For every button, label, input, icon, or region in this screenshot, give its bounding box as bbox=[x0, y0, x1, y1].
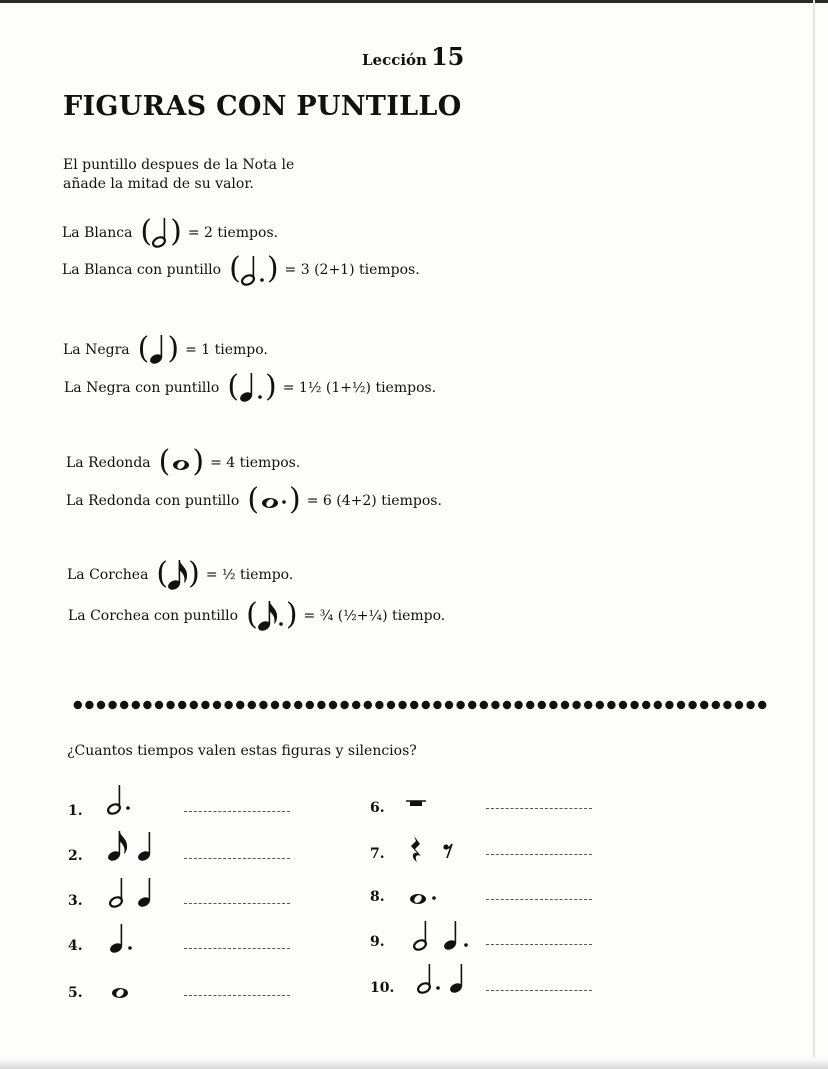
separator-dot bbox=[607, 701, 615, 709]
separator-dot bbox=[410, 701, 418, 709]
figure-value: = 6 (4+2) tiempos. bbox=[306, 493, 442, 509]
separator-dot bbox=[155, 701, 163, 709]
exercise-number-9: 9. bbox=[370, 934, 385, 950]
answer-line-3[interactable] bbox=[184, 903, 290, 904]
figure-value: = ½ tiempo. bbox=[205, 567, 294, 583]
separator-dot bbox=[480, 701, 488, 709]
separator-dot bbox=[712, 701, 720, 709]
close-paren: ) bbox=[167, 331, 180, 366]
figure-row-negra bbox=[63, 331, 268, 366]
intro-line-1: El puntillo despues de la Nota le bbox=[63, 157, 295, 173]
figure-label: La Negra bbox=[63, 342, 130, 358]
figure-value: = 1½ (1+½) tiempos. bbox=[282, 380, 437, 396]
separator-dot bbox=[665, 701, 673, 709]
separator-dot bbox=[294, 701, 302, 709]
separator-dot bbox=[526, 701, 534, 709]
exercise-number-3: 3. bbox=[68, 893, 83, 909]
separator-dot bbox=[572, 701, 580, 709]
half-note-icon bbox=[152, 217, 170, 249]
whole-rest-icon bbox=[404, 796, 434, 816]
open-paren: ( bbox=[137, 331, 150, 366]
exercise-number-1: 1. bbox=[68, 803, 83, 819]
exercise-number-2: 2. bbox=[68, 848, 83, 864]
separator-dot bbox=[329, 701, 337, 709]
separator-dot bbox=[491, 701, 499, 709]
figure-value: = 4 tiempos. bbox=[210, 455, 301, 471]
separator-dot bbox=[317, 701, 325, 709]
separator-dot bbox=[259, 701, 267, 709]
separator-dot bbox=[561, 701, 569, 709]
close-paren: ) bbox=[265, 369, 277, 404]
open-paren: ( bbox=[247, 482, 260, 517]
open-paren: ( bbox=[246, 597, 258, 632]
open-paren: ( bbox=[158, 444, 171, 479]
separator-dot bbox=[236, 701, 244, 709]
open-paren: ( bbox=[229, 251, 241, 286]
separator-dot bbox=[213, 701, 221, 709]
answer-line-8[interactable] bbox=[486, 899, 592, 900]
close-paren: ) bbox=[192, 444, 205, 479]
figure-value: = ¾ (½+¼) tiempo. bbox=[303, 608, 446, 624]
close-paren: ) bbox=[266, 251, 279, 286]
separator-dot bbox=[456, 701, 464, 709]
separator-dot bbox=[468, 701, 476, 709]
separator-dot bbox=[619, 701, 627, 709]
figure-row-blanca bbox=[62, 214, 279, 249]
dotted-quarter-note-icon bbox=[104, 917, 144, 957]
eighth-note-icon bbox=[168, 559, 188, 591]
separator-dot bbox=[735, 701, 743, 709]
figure-row-redonda bbox=[66, 444, 301, 479]
separator-dot bbox=[282, 701, 290, 709]
separator-dot bbox=[503, 701, 511, 709]
top-border bbox=[0, 0, 828, 3]
exercise-number-6: 6. bbox=[370, 800, 385, 816]
half-dotted-quarter-notes-icon bbox=[404, 914, 484, 954]
figure-label: La Blanca con puntillo bbox=[62, 262, 222, 278]
close-paren: ) bbox=[170, 214, 182, 249]
dotted-whole-note-icon bbox=[404, 884, 444, 914]
open-paren: ( bbox=[227, 369, 240, 404]
answer-line-4[interactable] bbox=[184, 948, 290, 949]
figure-row-redonda-puntillo bbox=[66, 482, 442, 517]
whole-note-icon bbox=[170, 447, 192, 479]
separator-dot bbox=[549, 701, 557, 709]
separator-dot bbox=[364, 701, 372, 709]
separator-dot bbox=[538, 701, 546, 709]
separator-dot bbox=[166, 701, 174, 709]
dotted-eighth-note-icon bbox=[258, 600, 286, 632]
intro-line-2: añade la mitad de su valor. bbox=[63, 176, 254, 192]
separator-dot bbox=[352, 701, 360, 709]
separator-dot bbox=[120, 701, 128, 709]
half-quarter-notes-icon bbox=[104, 872, 164, 912]
separator-dot bbox=[201, 701, 209, 709]
separator-dot bbox=[398, 701, 406, 709]
separator-dot bbox=[387, 701, 395, 709]
open-paren: ( bbox=[156, 556, 169, 591]
exercise-question: ¿Cuantos tiempos valen estas figuras y silencios? bbox=[67, 743, 417, 759]
exercise-number-4: 4. bbox=[68, 938, 83, 954]
dotted-half-quarter-notes-icon bbox=[404, 958, 474, 998]
intro-text bbox=[63, 156, 294, 194]
bottom-border bbox=[0, 1058, 828, 1069]
separator-dot bbox=[375, 701, 383, 709]
separator-dot bbox=[514, 701, 522, 709]
separator-dot bbox=[132, 701, 140, 709]
close-paren: ) bbox=[289, 482, 301, 517]
exercise-number-8: 8. bbox=[370, 889, 385, 905]
separator-dot bbox=[224, 701, 232, 709]
separator-dot bbox=[758, 701, 766, 709]
dotted-half-note-icon bbox=[104, 778, 144, 818]
open-paren: ( bbox=[140, 214, 153, 249]
figure-label: La Blanca bbox=[62, 225, 133, 241]
separator-dot bbox=[271, 701, 279, 709]
page-title: FIGURAS CON PUNTILLO bbox=[63, 91, 462, 122]
figure-label: La Negra con puntillo bbox=[64, 380, 220, 396]
separator-dot bbox=[445, 701, 453, 709]
separator-dot bbox=[584, 701, 592, 709]
lesson-header bbox=[362, 42, 464, 71]
separator-dot bbox=[340, 701, 348, 709]
answer-line-9[interactable] bbox=[486, 944, 592, 945]
separator-dot bbox=[746, 701, 754, 709]
dotted-quarter-note-icon bbox=[239, 372, 265, 404]
figure-label: La Corchea con puntillo bbox=[68, 608, 239, 624]
separator-dot bbox=[190, 701, 198, 709]
figure-label: La Redonda con puntillo bbox=[66, 493, 240, 509]
figure-value: = 1 tiempo. bbox=[185, 342, 268, 358]
figure-value: = 3 (2+1) tiempos. bbox=[284, 262, 420, 278]
separator-dot bbox=[85, 701, 93, 709]
answer-line-6[interactable] bbox=[486, 808, 592, 809]
separator-dot bbox=[74, 701, 82, 709]
figure-label: La Corchea bbox=[67, 567, 149, 583]
eighth-quarter-notes-icon bbox=[104, 826, 164, 866]
close-paren: ) bbox=[188, 556, 200, 591]
separator-dot bbox=[178, 701, 186, 709]
exercise-number-10: 10. bbox=[370, 980, 395, 996]
quarter-note-icon bbox=[149, 334, 167, 366]
lesson-number: 15 bbox=[430, 42, 465, 71]
separator-dot bbox=[700, 701, 708, 709]
separator-dot bbox=[688, 701, 696, 709]
whole-note-icon bbox=[104, 978, 144, 1008]
separator-dot bbox=[422, 701, 430, 709]
separator-dot bbox=[143, 701, 151, 709]
separator-dot bbox=[654, 701, 662, 709]
figure-label: La Redonda bbox=[66, 455, 151, 471]
separator-dot bbox=[723, 701, 731, 709]
dotted-whole-note-icon bbox=[259, 485, 289, 517]
exercise-number-7: 7. bbox=[370, 846, 385, 862]
separator-dot bbox=[642, 701, 650, 709]
separator-dot bbox=[306, 701, 314, 709]
right-border bbox=[813, 0, 815, 1069]
separator-dot bbox=[433, 701, 441, 709]
separator-dot bbox=[97, 701, 105, 709]
figure-row-negra-puntillo bbox=[64, 369, 437, 404]
separator-dot bbox=[630, 701, 638, 709]
lesson-word: Lección bbox=[362, 51, 427, 69]
answer-line-1[interactable] bbox=[184, 811, 290, 812]
quarter-eighth-rests-icon bbox=[404, 834, 464, 868]
close-paren: ) bbox=[285, 597, 298, 632]
figure-row-corchea bbox=[67, 556, 294, 591]
figure-row-corchea-puntillo bbox=[68, 597, 446, 632]
separator-dot bbox=[108, 701, 116, 709]
figure-row-blanca-puntillo bbox=[62, 251, 420, 286]
answer-line-10[interactable] bbox=[486, 990, 592, 991]
separator-dot bbox=[248, 701, 256, 709]
separator-dot bbox=[677, 701, 685, 709]
exercise-number-5: 5. bbox=[68, 985, 83, 1001]
answer-line-2[interactable] bbox=[184, 858, 290, 859]
dot-separator bbox=[72, 697, 768, 713]
answer-line-7[interactable] bbox=[486, 854, 592, 855]
dotted-half-note-icon bbox=[241, 254, 267, 286]
answer-line-5[interactable] bbox=[184, 995, 290, 996]
figure-value: = 2 tiempos. bbox=[187, 225, 279, 241]
separator-dot bbox=[596, 701, 604, 709]
